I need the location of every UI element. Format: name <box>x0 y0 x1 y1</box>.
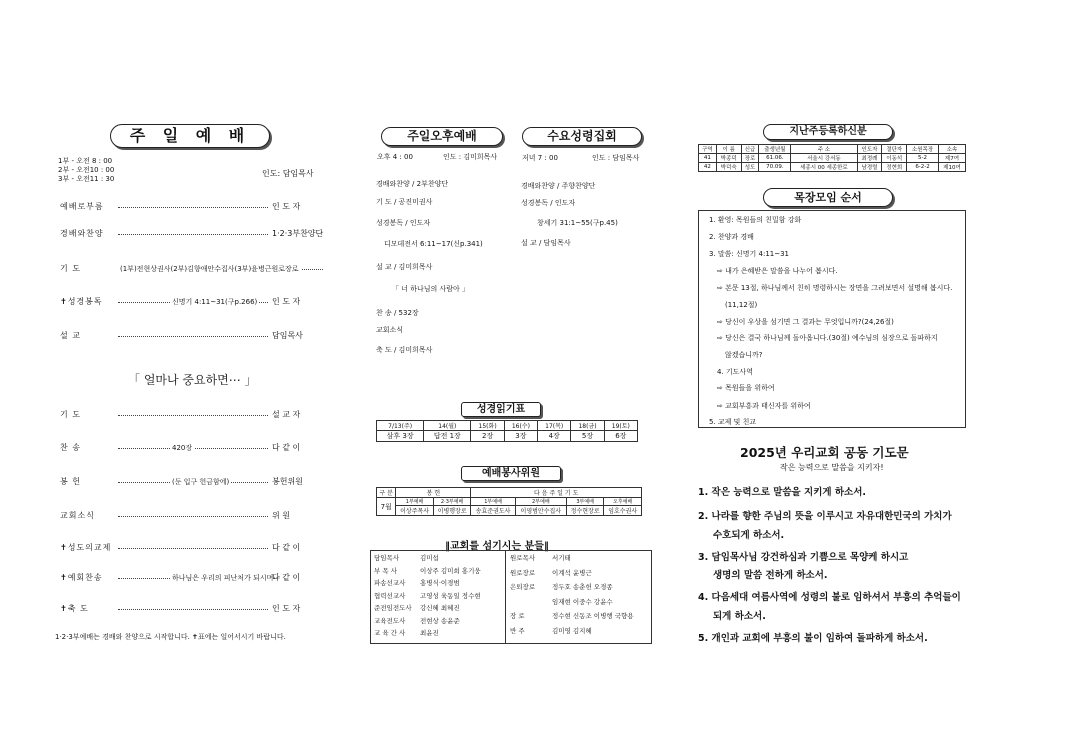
vol-sub-head: 1부예배 <box>396 498 434 506</box>
newcomer-head: 신급 <box>741 145 759 154</box>
service-time-2: 2부 - 오전10 : 00 <box>58 166 115 174</box>
volunteers-title: 예배봉사위원 <box>461 466 561 481</box>
vol-month: 7월 <box>377 498 396 516</box>
afternoon-item: 기 도 / 공진미권사 <box>376 198 433 206</box>
afternoon-item: 성경봉독 / 인도자 <box>376 219 431 227</box>
order2-item-person: 다 같 이 <box>272 443 301 452</box>
afternoon-item: 경배와찬양 / 2부찬양단 <box>376 180 449 188</box>
bible-reading-chapter: 4장 <box>538 431 571 442</box>
newcomer-head: 소속 <box>938 145 965 154</box>
cell-group-item: ⇨ 당신은 결국 하나님께 돌아옵니다.(30절) 예수님의 심장으로 돌파하지 <box>717 334 938 342</box>
prayer-subtitle: 작은 능력으로 말씀을 지키자! <box>780 463 884 472</box>
vol-name: 이상주목사 <box>396 506 434 516</box>
newcomer-cell: 42 <box>699 163 717 172</box>
cell-group-item: ⇨ 내가 은혜받은 말씀을 나누어 봅시다. <box>717 267 838 275</box>
cell-group-item: ⇨ 목원들을 위하여 <box>717 384 775 392</box>
servant-role: 교 육 간 사 <box>374 629 406 637</box>
bible-reading-day: 18(금) <box>571 421 604 431</box>
servant-row <box>510 553 571 562</box>
servant-names: 전현상 송윤준 <box>420 616 460 625</box>
volunteers-table <box>376 487 642 516</box>
cell-group-item: 3. 말씀: 신명기 4:11~31 <box>709 250 790 258</box>
servant-row <box>374 591 481 600</box>
newcomers-table <box>698 144 966 172</box>
bible-reading-chapter: 5장 <box>571 431 604 442</box>
order2-item-leader <box>118 516 268 517</box>
order2-item-person: 설 교 자 <box>272 410 301 419</box>
newcomer-cell: 70.09. <box>759 163 791 172</box>
vol-sub-head: 1부예배 <box>471 498 515 506</box>
bible-reading-chapter: 삼후 3장 <box>377 431 424 442</box>
newcomer-head: 주 소 <box>791 145 857 154</box>
newcomer-cell: 제7여 <box>938 154 965 163</box>
order1-item-person: 1·2·3부찬양단 <box>272 229 324 238</box>
servant-names: 서기태 <box>552 554 571 562</box>
order2-item-detail: (둔 입구 헌금함에) <box>172 478 230 486</box>
servant-row <box>510 597 613 606</box>
order2-item-detail: 하나님은 우리의 피난처가 되시며⋯ <box>172 574 281 582</box>
order2-item-person: 다 같 이 <box>272 543 301 552</box>
vol-sub-head: 2·3부예배 <box>433 498 471 506</box>
servant-role: 원로장로 <box>510 568 536 577</box>
vol-name: 정수현장로 <box>566 506 604 516</box>
cell-group-item: 5. 교제 및 친교 <box>709 418 757 426</box>
order1-item-label: 기 도 <box>60 264 81 273</box>
prayer-title: 2025년 우리교회 공동 기도문 <box>740 445 909 460</box>
servant-row <box>374 616 460 625</box>
bible-reading-chapter: 2장 <box>471 431 504 442</box>
bible-reading-day: 16(수) <box>504 421 537 431</box>
servant-names: 최윤진 <box>420 629 439 637</box>
order2-item-label: ✝예회찬송 <box>60 573 103 582</box>
vol-sub-head: 오후예배 <box>604 498 642 506</box>
bible-reading-chapter: 답전 1장 <box>424 431 471 442</box>
newcomer-row <box>699 163 966 172</box>
wednesday-service-title: 수요성령집회 <box>522 127 642 146</box>
sermon-title: 「 얼마나 중요하면⋯ 」 <box>128 373 257 387</box>
servant-names: 정수현 신동조 이병행 국향용 <box>552 612 634 620</box>
newcomers-title: 지난주등록하신분 <box>763 124 893 140</box>
newcomer-cell: 박덕숙 <box>716 163 741 172</box>
order2-item-label: ✝축 도 <box>60 604 89 613</box>
service-time-3: 3부 - 오전11 : 30 <box>58 175 115 183</box>
servant-row <box>510 568 592 577</box>
servant-names: 강신혜 최혜진 <box>420 604 460 612</box>
order2-item-person: 위 원 <box>272 511 290 520</box>
order1-item-leader <box>118 234 268 235</box>
cell-group-item: 2. 찬양과 경배 <box>709 233 754 241</box>
servant-row <box>510 582 613 591</box>
order1-item-label: ✝성경봉독 <box>60 297 103 306</box>
order1-item-label: 예배로부름 <box>60 202 104 211</box>
bible-reading-day: 7/13(주) <box>377 421 424 431</box>
wednesday-item: 창세기 31:1~55(구p.45) <box>537 219 618 227</box>
order2-item-person: 다 같 이 <box>272 573 301 582</box>
wednesday-item: 성경봉독 / 인도자 <box>521 199 576 207</box>
bible-reading-title: 성경읽기표 <box>461 402 541 417</box>
newcomer-cell: 장로 <box>741 154 759 163</box>
servant-names: 임재현 이중수 강윤수 <box>552 597 613 606</box>
servant-role: 원로목사 <box>510 554 536 562</box>
vol-head-offering: 봉 헌 <box>396 488 471 498</box>
afternoon-worship-title: 주일오후예배 <box>381 127 503 146</box>
cell-group-item: 4. 기도사역 <box>717 368 753 376</box>
service-times <box>58 157 114 184</box>
cell-group-item: ⇨ 교회부흥과 태신자를 위하여 <box>717 402 811 410</box>
service-time-1: 1부 - 오전 8 : 00 <box>58 157 113 165</box>
newcomer-cell: 최정례 <box>857 154 882 163</box>
vol-sub-head: 2부예배 <box>515 498 566 506</box>
newcomer-cell: 정현희 <box>882 163 907 172</box>
prayer-line: 5. 개인과 교회에 부흥의 불이 임하여 돌파하게 하소서. <box>698 633 928 644</box>
order1-item-detail: 신명기 4:11~31(구p.266) <box>172 298 258 306</box>
afternoon-item: 교회소식 <box>376 326 404 334</box>
servant-names: 고영성 육동일 정수현 <box>420 591 481 600</box>
prayer-line: 수호되게 하소서. <box>713 530 785 541</box>
servant-role: 장 로 <box>510 612 525 620</box>
servant-row <box>374 578 460 587</box>
afternoon-item: 찬 송 / 532장 <box>376 309 419 317</box>
vol-name: 이영범안수집사 <box>515 506 566 516</box>
bible-reading-chapter: 3장 <box>504 431 537 442</box>
bible-reading-day: 14(월) <box>424 421 471 431</box>
servant-names: 정두호 송춘헌 오경종 <box>552 583 613 591</box>
servants-box <box>370 550 652 644</box>
bible-reading-chapter: 6장 <box>604 431 637 442</box>
sunday-worship-title: 주 일 예 배 <box>110 124 270 148</box>
servant-role: 준전임전도사 <box>374 604 412 612</box>
order1-item-person: 담임목사 <box>272 331 303 340</box>
vol-name: 임호수권사 <box>604 506 642 516</box>
bible-reading-table <box>376 420 638 442</box>
newcomer-head: 인도자 <box>857 145 882 154</box>
afternoon-inducer: 인도 : 김미희목사 <box>443 153 498 161</box>
order2-item-label: 기 도 <box>60 410 81 419</box>
newcomer-head: 결단자 <box>882 145 907 154</box>
newcomer-cell: 41 <box>699 154 717 163</box>
sunday-inducer: 인도: 담임목사 <box>262 169 314 178</box>
servant-names: 김미섭 <box>420 554 439 562</box>
servant-role: 파송선교사 <box>374 579 406 587</box>
servant-names: 홍병식·이경범 <box>420 579 460 587</box>
prayer-line: 3. 담임목사님 강건하심과 기쁨으로 목양케 하시고 <box>698 552 909 563</box>
servant-role: 교육전도사 <box>374 616 406 625</box>
newcomer-cell: 세종시 00 세종한로 <box>791 163 857 172</box>
order2-item-detail: 420장 <box>172 444 193 452</box>
wednesday-item: 경배와찬양 / 주향찬양단 <box>521 182 596 190</box>
vol-head-kind: 구 분 <box>377 488 396 498</box>
cell-group-title: 목장모임 순서 <box>763 188 893 207</box>
newcomer-head: 소원목장 <box>907 145 939 154</box>
servant-names: 이상주 김미희 홍기웅 <box>420 566 481 575</box>
afternoon-time: 오후 4 : 00 <box>377 153 413 161</box>
order1-item-person: 인 도 자 <box>272 297 301 306</box>
servant-role: 협력선교사 <box>374 591 406 600</box>
wednesday-time: 저녁 7 : 00 <box>522 154 558 162</box>
order2-item-person: 봉헌위원 <box>272 477 303 486</box>
newcomer-cell: 5-2 <box>907 154 939 163</box>
afternoon-item: 디모데전서 6:11~17(신p.341) <box>384 240 483 248</box>
servant-role: 반 주 <box>510 626 525 635</box>
newcomer-cell: 제10여 <box>938 163 965 172</box>
cell-group-item: ⇨ 당신이 우상을 섬기면 그 결과는 무엇입니까?(24,26절) <box>717 318 894 326</box>
cell-group-item: 1. 환영: 목원들의 친밀함 강화 <box>709 216 802 224</box>
cell-group-item: 않겠습니까? <box>725 351 763 359</box>
newcomer-cell: 61.06. <box>759 154 791 163</box>
newcomer-cell: 6-2-2 <box>907 163 939 172</box>
servant-names: 이계석 윤병근 <box>552 568 592 577</box>
order2-item-label: ✝성도의교제 <box>60 543 112 552</box>
wednesday-item: 설 교 / 담임목사 <box>521 239 571 247</box>
bible-reading-day: 17(목) <box>538 421 571 431</box>
cell-group-item: ⇨ 본문 13절, 하나님께서 친히 명령하시는 장면을 그려보면서 설명해 봅시다. <box>717 284 953 292</box>
bible-reading-day: 15(화) <box>471 421 504 431</box>
servant-role: 부 목 사 <box>374 566 397 575</box>
servant-row <box>374 628 439 637</box>
order1-item-label: 경배와찬양 <box>60 229 104 238</box>
order2-item-person: 인 도 자 <box>272 604 301 613</box>
cell-group-item: (11,12절) <box>725 301 758 309</box>
servant-role: 은퇴장로 <box>510 583 536 591</box>
order1-item-detail: (1부)전현상권사(2부)김향애안수집사(3부)윤병근원로장로 <box>120 265 299 273</box>
newcomer-cell: 남경렬 <box>857 163 882 172</box>
newcomer-cell: 이동석 <box>882 154 907 163</box>
servants-title-text: 교회를 섬기시는 분들 <box>450 541 544 552</box>
newcomer-cell: 서울시 강서동 <box>791 154 857 163</box>
prayer-line: 생명의 말씀 전하게 하소서. <box>713 570 828 581</box>
newcomer-head: 출생년월 <box>759 145 791 154</box>
prayer-line: 1. 작은 능력으로 말씀을 지키게 하소서. <box>698 487 867 498</box>
prayer-line: 2. 나라를 향한 주님의 뜻을 이루시고 자유대한민국의 가치가 <box>698 511 952 522</box>
servant-row <box>510 626 592 635</box>
afternoon-item: 축 도 / 김미희목사 <box>376 346 433 354</box>
newcomer-head: 구역 <box>699 145 717 154</box>
servant-row <box>510 611 634 620</box>
order2-item-label: 봉 헌 <box>60 477 81 486</box>
newcomer-row <box>699 154 966 163</box>
order2-item-leader <box>118 548 268 549</box>
sunday-footnote: 1·2·3부예배는 경배와 찬양으로 시작합니다. ✝표에는 일어서시기 바랍니다. <box>55 633 286 641</box>
vol-name: 이병행장로 <box>433 506 471 516</box>
order2-item-leader <box>118 609 268 610</box>
servant-row <box>374 553 439 562</box>
servant-row <box>374 566 481 575</box>
servants-title: ‖교회를 섬기시는 분들‖ <box>445 541 549 552</box>
prayer-line: 4. 다음세대 여름사역에 성령의 불로 임하셔서 부흥의 추억들이 <box>698 592 961 603</box>
newcomer-head: 이 름 <box>716 145 741 154</box>
vol-name: 송효준권도사 <box>471 506 515 516</box>
cell-group-box <box>698 210 966 428</box>
order1-item-person: 인 도 자 <box>272 202 301 211</box>
order1-item-label: 설 교 <box>60 331 81 340</box>
prayer-line: 되게 하소서. <box>713 611 766 622</box>
bible-reading-day: 19(토) <box>604 421 637 431</box>
order1-item-leader <box>118 207 268 208</box>
vol-sub-head: 3부예배 <box>566 498 604 506</box>
afternoon-item: 「 너 하나님의 사람아 」 <box>392 285 469 293</box>
newcomer-cell: 성도 <box>741 163 759 172</box>
vol-head-prayer: 다 음 주 일 기 도 <box>471 488 642 498</box>
order2-item-leader <box>118 415 268 416</box>
afternoon-item: 설 교 / 김미희목사 <box>376 263 433 271</box>
order2-item-label: 찬 송 <box>60 443 81 452</box>
servant-row <box>374 603 460 612</box>
newcomer-cell: 박종덕 <box>716 154 741 163</box>
wednesday-inducer: 인도 : 담임목사 <box>592 154 640 162</box>
servant-names: 김미영 김지혜 <box>552 626 592 635</box>
order2-item-label: 교회소식 <box>60 511 95 520</box>
servant-role: 담임목사 <box>374 554 400 562</box>
order1-item-leader <box>118 336 268 337</box>
